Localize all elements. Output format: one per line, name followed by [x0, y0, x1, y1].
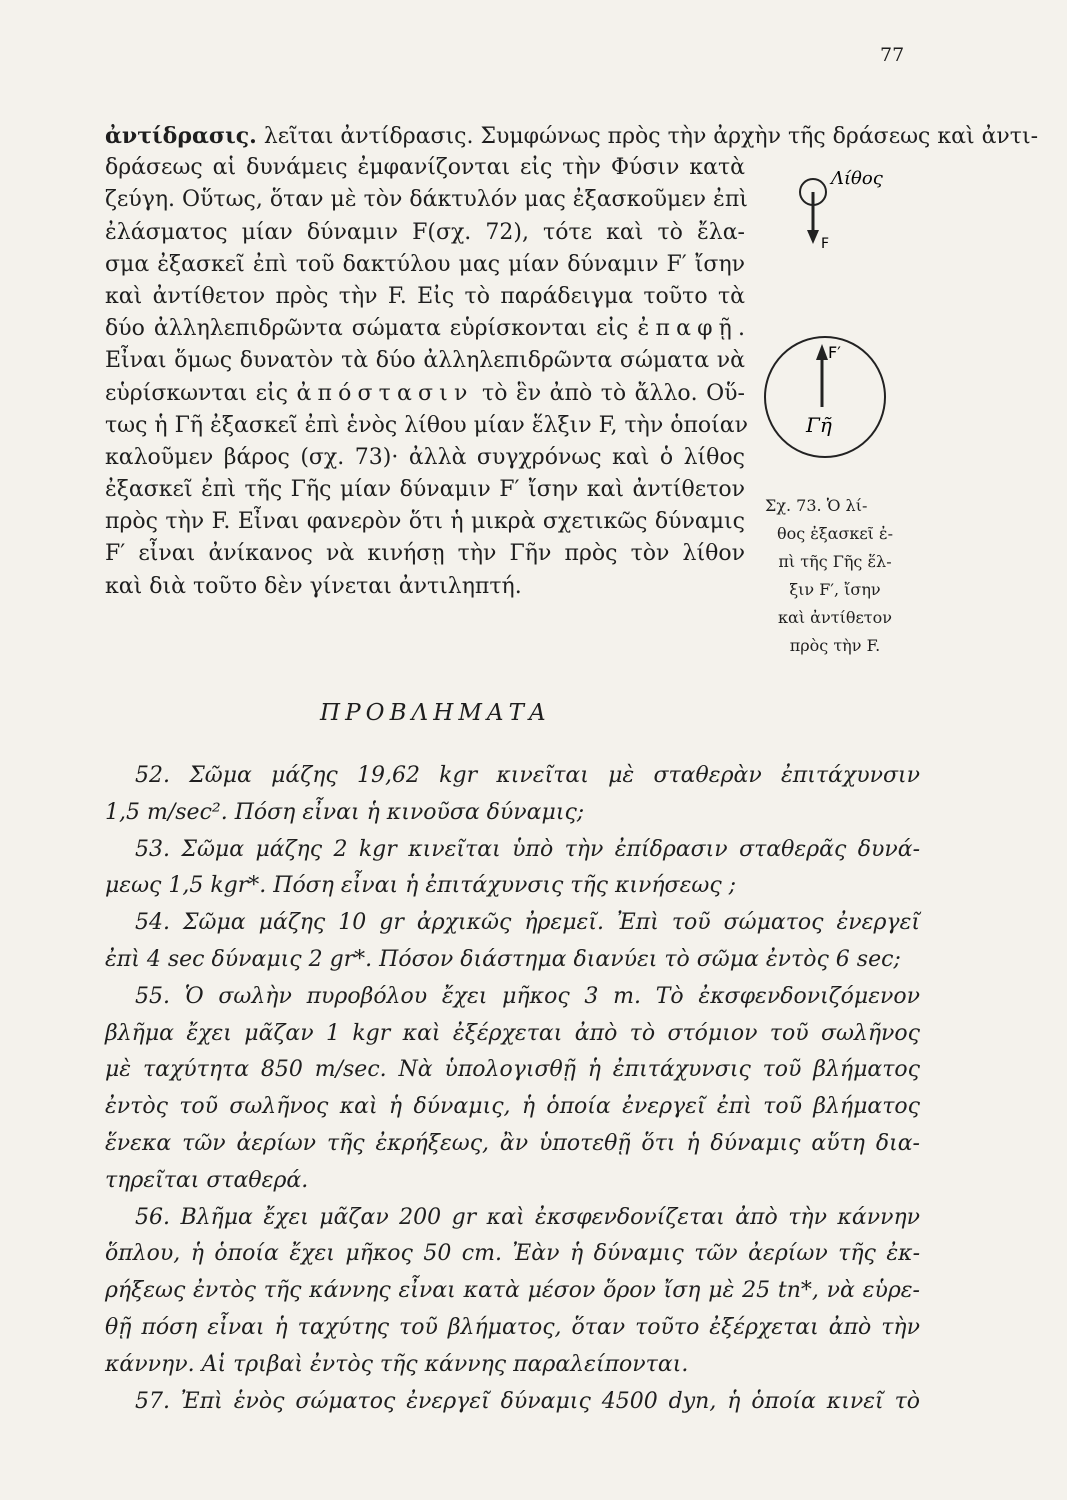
- text-line: [105, 313, 745, 345]
- problem-line: τηρεῖται σταθερά.: [105, 1167, 309, 1193]
- stone-label: Λίθος: [831, 168, 883, 189]
- text-line: δράσεως αἱ δυνάμεις ἐμφανίζονται εἰς τὴν Φύσιν κατὰ: [105, 155, 745, 181]
- text-line: καλοῦμεν βάρος (σχ. 73)· ἀλλὰ συγχρόνως καὶ ὁ λίθος: [105, 444, 745, 470]
- arrow-head: [807, 230, 819, 244]
- problem-line: 52. Σῶμα μάζης 19,62 kgr κινεῖται μὲ σταθερὰν ἐπιτάχυνσιν: [135, 763, 920, 788]
- problem-line: ἐπὶ 4 sec δύναμις 2 gr*. Πόσον διάστημα διανύει τὸ σῶμα ἐντὸς 6 sec;: [105, 946, 901, 972]
- text-line: Εἶναι ὅμως δυνατὸν τὰ δύο ἀλληλεπιδρῶντα σώματα νὰ: [105, 348, 745, 374]
- problem-line: 55. Ὁ σωλὴν πυροβόλου ἔχει μῆκος 3 m. Τὸ ἐκσφενδονιζόμενον: [135, 983, 920, 1009]
- problem-line: μεως 1,5 kgr*. Πόση εἶναι ἡ ἐπιτάχυνσις τῆς κινήσεως ;: [105, 873, 737, 899]
- text-line-content: δύο ἀλληλεπιδρῶντα σώματα εὑρίσκονται εἰς: [105, 316, 629, 342]
- text-line: σμα ἐξασκεῖ ἐπὶ τοῦ δακτύλου μας μίαν δύναμιν F′ ἴσην: [105, 251, 745, 277]
- problem-line: 57. Ἐπὶ ἑνὸς σώματος ἐνεργεῖ δύναμις 4500 dyn, ἡ ὁποία κινεῖ τὸ: [135, 1388, 920, 1414]
- bold-term: ἀντίδρασις.: [105, 123, 257, 149]
- text-line: καὶ ἀντίθετον πρὸς τὴν F. Εἰς τὸ παράδειγμα τοῦτο τὰ: [105, 283, 745, 309]
- earth-label: Γῆ: [806, 413, 832, 437]
- text-line: καὶ διὰ τοῦτο δὲν γίνεται ἀντιληπτή.: [105, 573, 522, 599]
- caption-line: ξιν F′, ἴσην: [789, 580, 881, 599]
- text-line: [105, 378, 745, 410]
- problem-line: ἕνεκα τῶν ἀερίων τῆς ἐκρήξεως, ἂν ὑποτεθῇ ὅτι ἡ δύναμις αὕτη δια-: [105, 1130, 920, 1156]
- arrow-head: [816, 344, 828, 360]
- spaced-word: ἐπαφῇ: [637, 316, 738, 342]
- problem-line: βλῆμα ἔχει μᾶζαν 1 kgr καὶ ἐξέρχεται ἀπὸ τὸ στόμιον τοῦ σωλῆνος: [105, 1020, 920, 1046]
- text-line: τως ἡ Γῆ ἐξασκεῖ ἐπὶ ἑνὸς λίθου μίαν ἕλξιν F, τὴν ὁποίαν: [105, 412, 749, 438]
- figure-73: [760, 332, 890, 462]
- section-heading: ΠΡΟΒΛΗΜΑΤΑ: [320, 700, 551, 726]
- problem-line: μὲ ταχύτητα 850 m/sec. Νὰ ὑπολογισθῇ ἡ ἐπιτάχυνσις τοῦ βλήματος: [105, 1057, 920, 1083]
- text-line: ἐλάσματος μίαν δύναμιν F(σχ. 72), τότε καὶ τὸ ἔλα-: [105, 219, 745, 245]
- text-line-content: εὑρίσκωνται εἰς: [105, 380, 288, 406]
- caption-line: πρὸς τὴν F.: [789, 636, 881, 655]
- problem-line: 53. Σῶμα μάζης 2 kgr κινεῖται ὑπὸ τὴν ἐπίδρασιν σταθερᾶς δυνά-: [135, 836, 920, 862]
- text-line-end: τὸ ἓν ἀπὸ τὸ ἄλλο. Οὕ-: [482, 380, 745, 406]
- text-line: ζεύγη. Οὕτως, ὅταν μὲ τὸν δάκτυλόν μας ἐξασκοῦμεν ἐπὶ: [105, 187, 748, 213]
- caption-line: καὶ ἀντίθετον: [778, 608, 892, 627]
- problems-list: [105, 758, 920, 1420]
- text-line: [105, 120, 1039, 152]
- caption-line: πὶ τῆς Γῆς ἕλ-: [778, 552, 892, 571]
- problem-line: ρήξεως ἐντὸς τῆς κάννης εἶναι κατὰ μέσον ὅρον ἴση μὲ 25 tn*, νὰ εὑρε-: [105, 1278, 920, 1304]
- problem-line: θῇ πόση εἶναι ἡ ταχύτης τοῦ βλήματος, ὅταν τοῦτο ἐξέρχεται ἀπὸ τὴν: [105, 1314, 920, 1340]
- text-line: ἐξασκεῖ ἐπὶ τῆς Γῆς μίαν δύναμιν F′ ἴσην καὶ ἀντίθετον: [105, 477, 745, 503]
- spaced-word: ἀπόστασιν: [296, 380, 474, 406]
- figure-72: [785, 162, 883, 262]
- problem-line: ὅπλου, ἡ ὁποία ἔχει μῆκος 50 cm. Ἐὰν ἡ δύναμις τῶν ἀερίων τῆς ἐκ-: [105, 1241, 920, 1267]
- text-line: F′ εἶναι ἀνίκανος νὰ κινήσῃ τὴν Γῆν πρὸς τὸν λίθον: [105, 541, 745, 567]
- force-label: F: [821, 236, 830, 252]
- caption-line: θος ἐξασκεῖ ἐ-: [776, 524, 894, 543]
- problem-line: ἐντὸς τοῦ σωλῆνος καὶ ἡ δύναμις, ἡ ὁποία ἐνεργεῖ ἐπὶ τοῦ βλήματος: [105, 1094, 920, 1120]
- figure-73-caption: [755, 492, 915, 660]
- text-line-rest: λεῖται ἀντίδρασις. Συμφώνως πρὸς τὴν ἀρχὴν τῆς δράσεως καὶ ἀντι-: [263, 124, 1039, 149]
- problem-line: κάννην. Αἱ τριβαὶ ἐντὸς τῆς κάννης παραλείπονται.: [105, 1351, 689, 1377]
- problem-line: 54. Σῶμα μάζης 10 gr ἀρχικῶς ἠρεμεῖ. Ἐπὶ τοῦ σώματος ἐνεργεῖ: [135, 910, 920, 936]
- problem-line: 56. Βλῆμα ἔχει μᾶζαν 200 gr καὶ ἐκσφενδονίζεται ἀπὸ τὴν κάννην: [135, 1204, 920, 1230]
- text-line-end: .: [738, 316, 745, 342]
- problem-line: 1,5 m/sec². Πόση εἶναι ἡ κινοῦσα δύναμις;: [105, 799, 585, 825]
- page-number: 77: [880, 44, 905, 66]
- text-line: πρὸς τὴν F. Εἶναι φανερὸν ὅτι ἡ μικρὰ σχετικῶς δύναμις: [105, 509, 745, 535]
- force-label: F′: [828, 343, 841, 362]
- caption-line: Σχ. 73. Ὁ λί-: [765, 496, 868, 515]
